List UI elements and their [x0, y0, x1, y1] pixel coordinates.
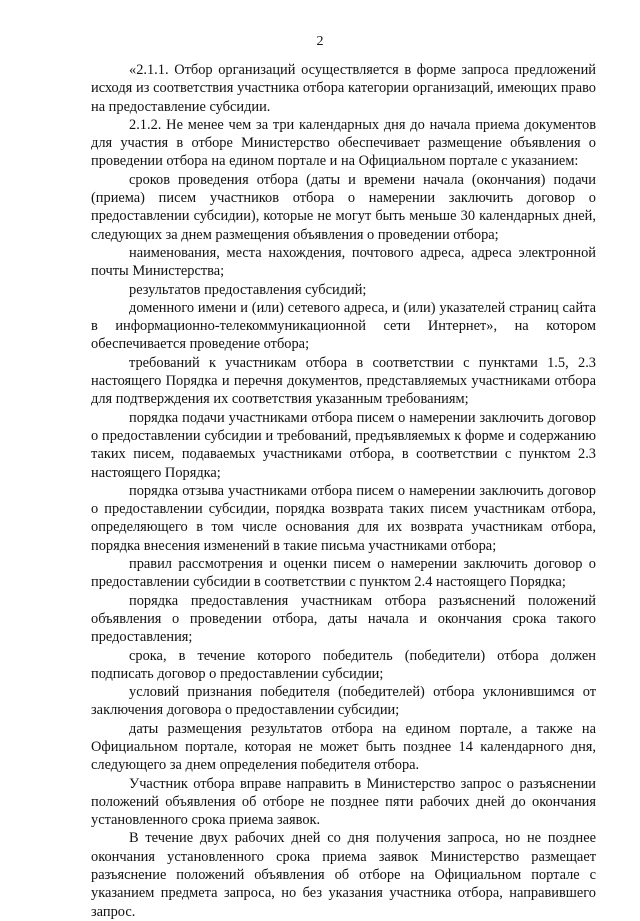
paragraph: условий признания победителя (победителей) отбора уклонившимся от заключения договора о предоставлении субсидии;: [91, 684, 596, 719]
paragraph: наименования, места нахождения, почтового адреса, адреса электронной почты Министерства;: [91, 244, 596, 280]
paragraph: результатов предоставления субсидий;: [129, 281, 367, 298]
paragraph: порядка предоставления участникам отбора разъяснений положений объявления о проведении отбора, даты начала и окончания срока такого предоставления;: [91, 592, 596, 646]
paragraph: 2.1.2. Не менее чем за три календарных дня до начала приема документов для участия в отборе Министерство обеспечивает размещение объявления о проведении отбора на едином портале и на Официальном портале с указанием:: [91, 116, 596, 170]
paragraph: В течение двух рабочих дней со дня получения запроса, но не позднее окончания установленного срока приема заявок Министерство размещает разъяснение положений объявления об отборе на Официальном портале с указанием предмета запроса, но без указания участника отбора, направившего запрос.: [91, 830, 596, 920]
paragraph: доменного имени и (или) сетевого адреса, и (или) указателей страниц сайта в информационно-телекоммуникационной сети Интернет», на котором обеспечивается проведение отбора;: [91, 299, 596, 353]
paragraph: срока, в течение которого победитель (победители) отбора должен подписать договор о предоставлении субсидии;: [91, 647, 596, 682]
page-number: 2: [316, 34, 324, 49]
paragraph: «2.1.1. Отбор организаций осуществляется в форме запроса предложений исходя из соответствия участника отбора категории организаций, имеющих право на предоставление субсидии.: [91, 62, 596, 115]
paragraph: даты размещения результатов отбора на едином портале, а также на Официальном портале, которая не может быть позднее 14 календарного дня, следующего за днем определения победителя отбора.: [91, 720, 596, 774]
document-body: [91, 61, 596, 921]
paragraph: сроков проведения отбора (даты и времени начала (окончания) подачи (приема) писем участников отбора о намерении заключить договор о предоставлении субсидии), которые не могут быть меньше 30 календарных дней, следующих за днем размещения объявления о проведении отбора;: [91, 171, 596, 243]
paragraph: Участник отбора вправе направить в Министерство запрос о разъяснении положений объявления об отборе не позднее пяти рабочих дней до окончания установленного срока приема заявок.: [91, 775, 596, 829]
paragraph: правил рассмотрения и оценки писем о намерении заключить договор о предоставлении субсидии в соответствии с пунктом 2.4 настоящего Порядка;: [91, 556, 596, 591]
paragraph: порядка отзыва участниками отбора писем о намерении заключить договор о предоставлении субсидии, порядка возврата таких писем участникам отбора, определяющего в том числе основания для их возврата участникам отбора, порядка внесения изменений в такие письма участниками отбора;: [91, 482, 596, 554]
paragraph: порядка подачи участниками отбора писем о намерении заключить договор о предоставлении субсидии и требований, предъявляемых к форме и содержанию таких писем, подаваемых участниками отбора, в соответствии с пунктом 2.3 настоящего Порядка;: [91, 409, 596, 481]
paragraph: требований к участникам отбора в соответствии с пунктами 1.5, 2.3 настоящего Порядка и перечня документов, представляемых участниками отбора для подтверждения их соответствия указанным требованиям;: [91, 354, 596, 408]
